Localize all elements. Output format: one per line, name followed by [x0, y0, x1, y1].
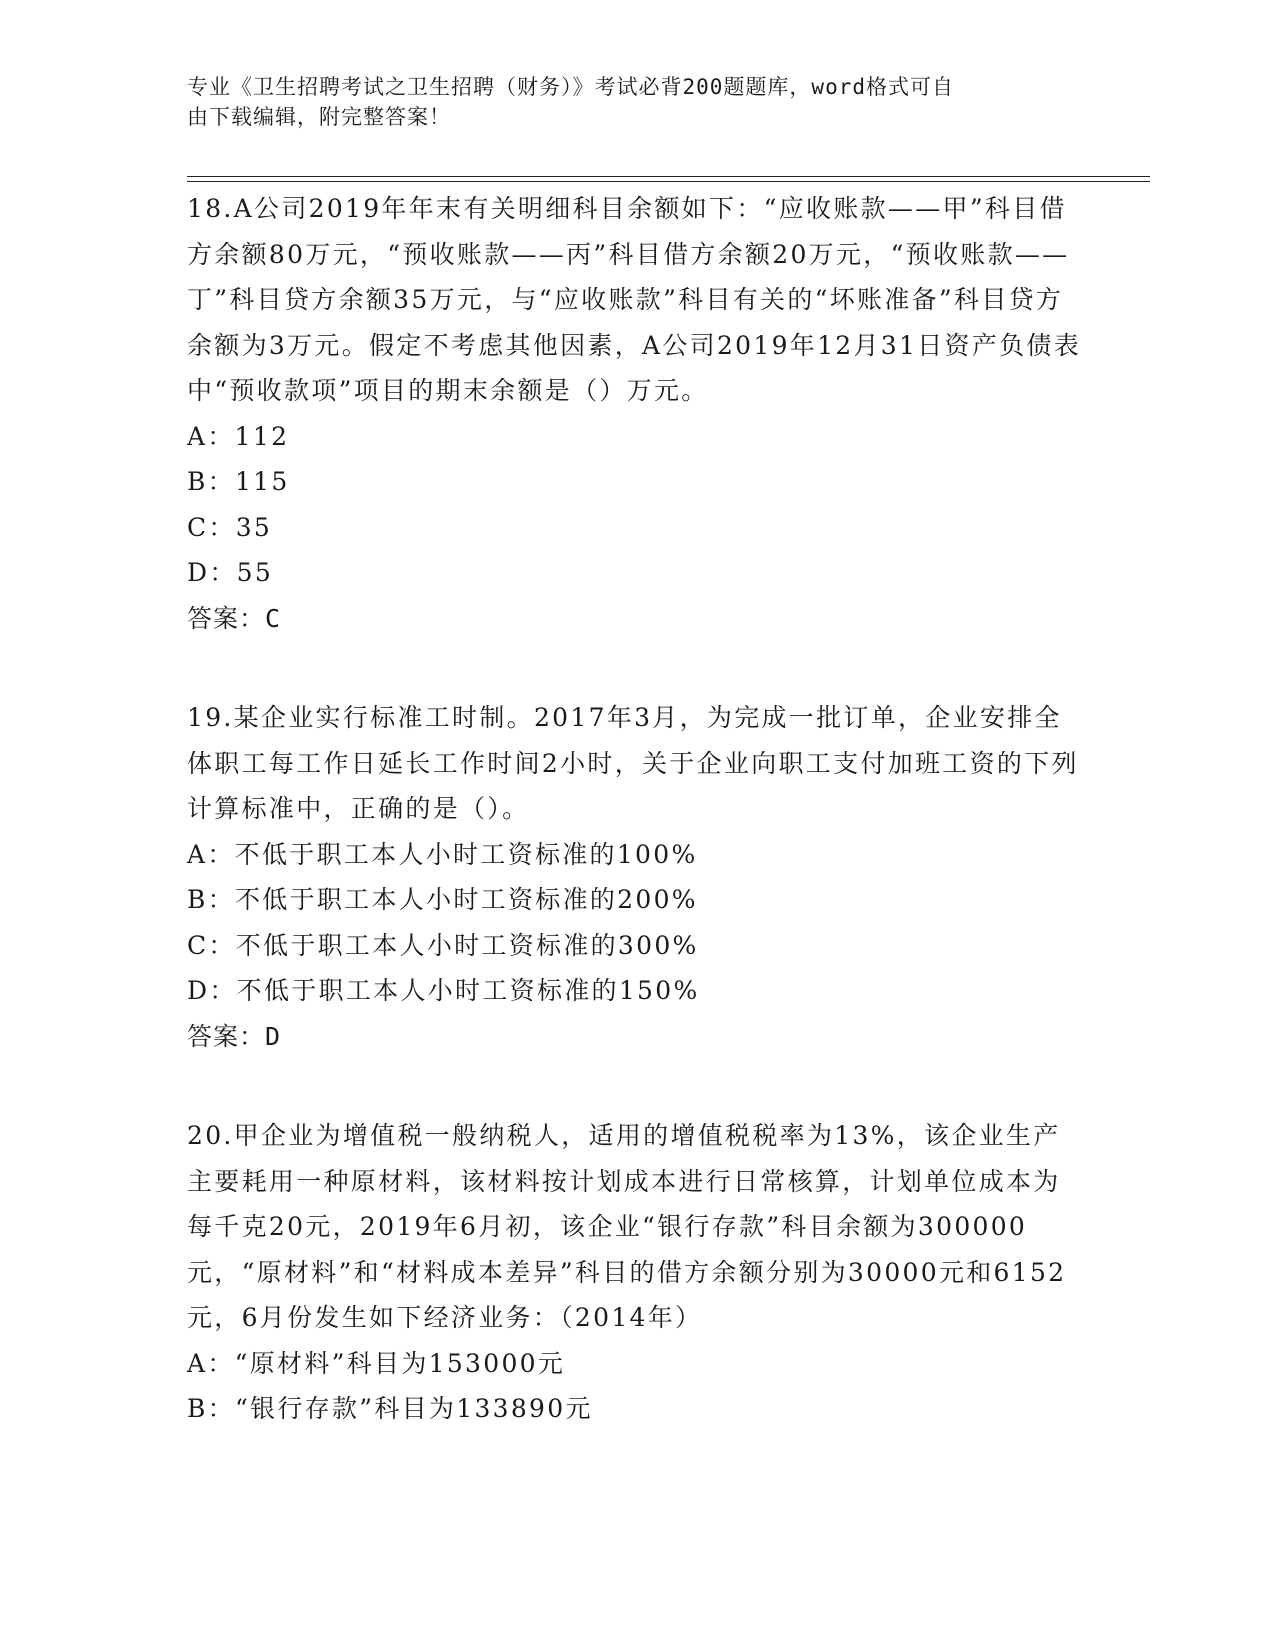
header-line-2: 由下载编辑，附完整答案！	[187, 105, 451, 129]
question-text: 19.某企业实行标准工时制。2017年3月，为完成一批订单，企业安排全体职工每工作日延长工作时间2小时，关于企业向职工支付加班工资的下列计算标准中，正确的是（）。	[187, 703, 1079, 823]
question-list	[187, 186, 1087, 1486]
option-c: C：不低于职工本人小时工资标准的300%	[187, 930, 699, 960]
option-b: B：“银行存款”科目为133890元	[187, 1394, 593, 1423]
question-19	[187, 695, 1087, 1059]
answer: 答案：C	[187, 603, 282, 633]
question-text: 20.甲企业为增值税一般纳税人，适用的增值税税率为13%，该企业生产主要耗用一种原材料，该材料按计划成本进行日常核算，计划单位成本为每千克20元，2019年6月初，该企业“银行存款”科目余额为300000元，“原材料”和“材料成本差异”科目的借方余额分别为30000元和6152元，6月份发生如下经济业务：（2014年）	[187, 1121, 1067, 1332]
option-d: D：不低于职工本人小时工资标准的150%	[187, 976, 700, 1005]
question-text: 18.A公司2019年年末有关明细科目余额如下：“应收账款——甲”科目借方余额80万元，“预收账款——丙”科目借方余额20万元，“预收账款——丁”科目贷方余额35万元，与“应收账款”科目有关的“坏账准备”科目贷方余额为3万元。假定不考虑其他因素，A公司2019年12月31日资产负债表中“预收款项”项目的期末余额是（）万元。	[187, 194, 1082, 405]
option-a: A：112	[187, 421, 290, 451]
page-header	[187, 72, 1067, 132]
answer: 答案：D	[187, 1021, 282, 1051]
header-rule-top	[187, 176, 1150, 177]
header-rule-bottom	[187, 181, 1150, 182]
option-c: C：35	[187, 512, 273, 542]
option-a: A：“原材料”科目为153000元	[187, 1348, 566, 1378]
option-b: B：不低于职工本人小时工资标准的200%	[187, 885, 698, 914]
option-a: A：不低于职工本人小时工资标准的100%	[187, 839, 698, 869]
header-line-1: 专业《卫生招聘考试之卫生招聘（财务）》考试必背200题题库，word格式可自	[187, 75, 954, 99]
question-20	[187, 1113, 1087, 1432]
option-b: B：115	[187, 467, 290, 496]
option-d: D：55	[187, 558, 274, 587]
question-18	[187, 186, 1087, 641]
